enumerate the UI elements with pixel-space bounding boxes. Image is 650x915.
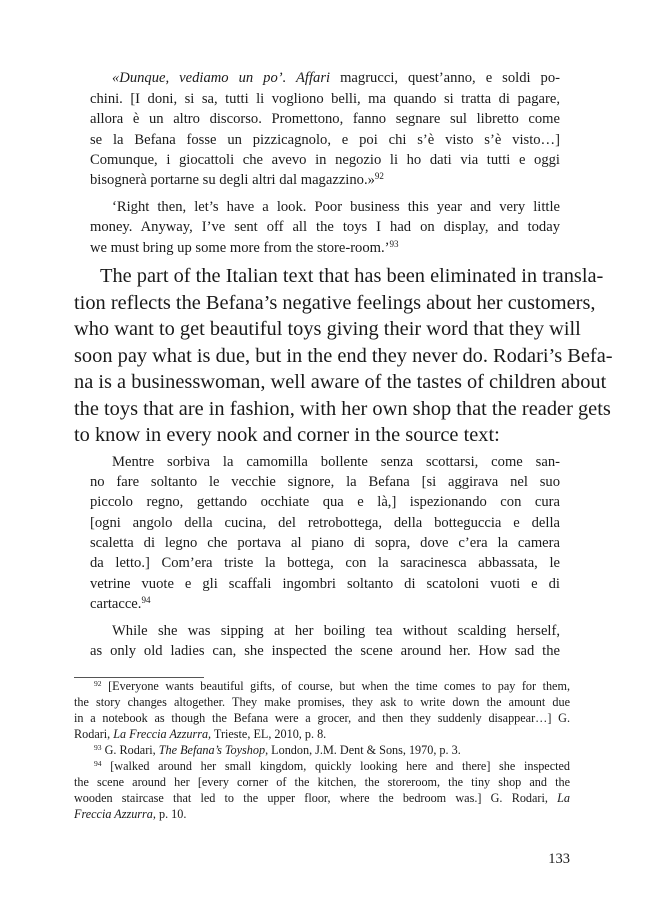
quote1-line-4: se la Befana fosse un pizzicagnolo, e poi chi s’è visto s’è visto…] xyxy=(90,132,560,148)
translation1-line-3: we must bring up some more from the store-room.’$^{93}$ xyxy=(90,239,399,256)
quote1-line-2: chini. [I doni, si sa, tutti li vogliono belli, ma quando si tratta di pagare, xyxy=(90,91,560,107)
footnote-mark-94: 94 xyxy=(94,758,102,768)
page-number: 133 xyxy=(548,851,570,867)
body-line-4: soon pay what is due, but in the end they never do. Rodari’s Befa- xyxy=(74,345,613,367)
body-line-5: na is a businesswoman, well aware of the tastes of children about xyxy=(74,371,607,393)
quote2-line-7: vetrine vuote e gli scaffali ingombri soltanto di scatoloni vuoti e di xyxy=(90,576,560,592)
footnote-92-line-3: in a notebook as though the Befana were a grocer, and then they suddenly disappear…] G. xyxy=(74,711,570,725)
footnote-92-line-2: the story changes altogether. They make promises, they ask to write down the amount due xyxy=(74,695,570,709)
quote2-line-4: [ogni angolo della cucina, del retrobottega, della botteguccia e della xyxy=(90,515,560,531)
quote1-line-3: allora è un altro discorso. Promettono, fanno segnare sul libretto come xyxy=(90,111,560,127)
footnote-ref-92[interactable]: 92 xyxy=(374,171,384,182)
footnote-94-line-2: the scene around her [every corner of the kitchen, the storeroom, the tiny shop and the xyxy=(74,775,570,789)
footnote-94-line-3: wooden staircase that led to the upper floor, where the bedroom was.] G. Rodari, La xyxy=(74,791,570,805)
footnote-94-line-4: Freccia Azzurra, p. 10. xyxy=(74,807,187,821)
quote2-line-2: no fare soltanto le vecchie signore, la Befana [si aggirava nel suo xyxy=(90,474,560,490)
footnote-mark-92: 92 xyxy=(94,678,102,688)
quote1-line-6: bisognerà portarne su degli altri dal magazzino.»$^{92}$ xyxy=(90,171,384,188)
body-line-3: who want to get beautiful toys giving their word that they will xyxy=(74,318,581,340)
quote2-line-3: piccolo regno, gettando occhiate qua e là,] ispezionando con cura xyxy=(90,494,560,510)
body-line-1: The part of the Italian text that has been eliminated in transla- xyxy=(100,265,604,287)
body-line-6: the toys that are in fashion, with her own shop that the reader gets xyxy=(74,398,611,420)
quote1-line-5: Comunque, i giocattoli che avevo in negozio li ho dati via tutti e oggi xyxy=(90,152,560,168)
footnote-ref-93[interactable]: 93 xyxy=(389,239,399,250)
body-line-2: tion reflects the Befana’s negative feelings about her customers, xyxy=(74,292,596,314)
footnote-ref-94[interactable]: 94 xyxy=(141,595,151,606)
translation2-line-1: While she was sipping at her boiling tea without scalding herself, xyxy=(112,623,560,639)
quote2-line-1: Mentre sorbiva la camomilla bollente senza scottarsi, come san- xyxy=(112,454,560,470)
quote2-line-8: cartacce.$^{94}$ xyxy=(90,595,151,612)
quote2-line-6: da letto.] Com’era triste la bottega, con la saracinesca abbassata, le xyxy=(90,555,560,571)
footnote-mark-93: 93 xyxy=(94,742,102,752)
body-line-7: to know in every nook and corner in the source text: xyxy=(74,424,500,446)
footnote-94-line-1: $^{94}$ [walked around her small kingdom, quickly looking here and there] she inspected xyxy=(94,758,570,773)
quote1-line-1: «Dunque, vediamo un po’. Affari magrucci, quest’anno, e soldi po- xyxy=(112,70,561,86)
translation1-line-1: ‘Right then, let’s have a look. Poor business this year and very little xyxy=(112,199,560,215)
translation1-line-2: money. Anyway, I’ve sent off all the toys I had on display, and today xyxy=(90,219,560,235)
translation2-line-2: as only old ladies can, she inspected the scene around her. How sad the xyxy=(90,643,560,659)
footnote-92-line-4: Rodari, La Freccia Azzurra, Trieste, EL, 2010, p. 8. xyxy=(74,727,327,741)
quote2-line-5: scaletta di legno che portava al piano di sopra, dove c’era la camera xyxy=(90,535,560,551)
footnote-92-line-1: $^{92}$ [Everyone wants beautiful gifts, of course, but when the time comes to pay for them, xyxy=(94,678,570,693)
footnote-93: $^{93}$ G. Rodari, The Befana’s Toyshop, London, J.M. Dent & Sons, 1970, p. 3. xyxy=(94,742,461,757)
footnote-separator xyxy=(74,677,204,678)
